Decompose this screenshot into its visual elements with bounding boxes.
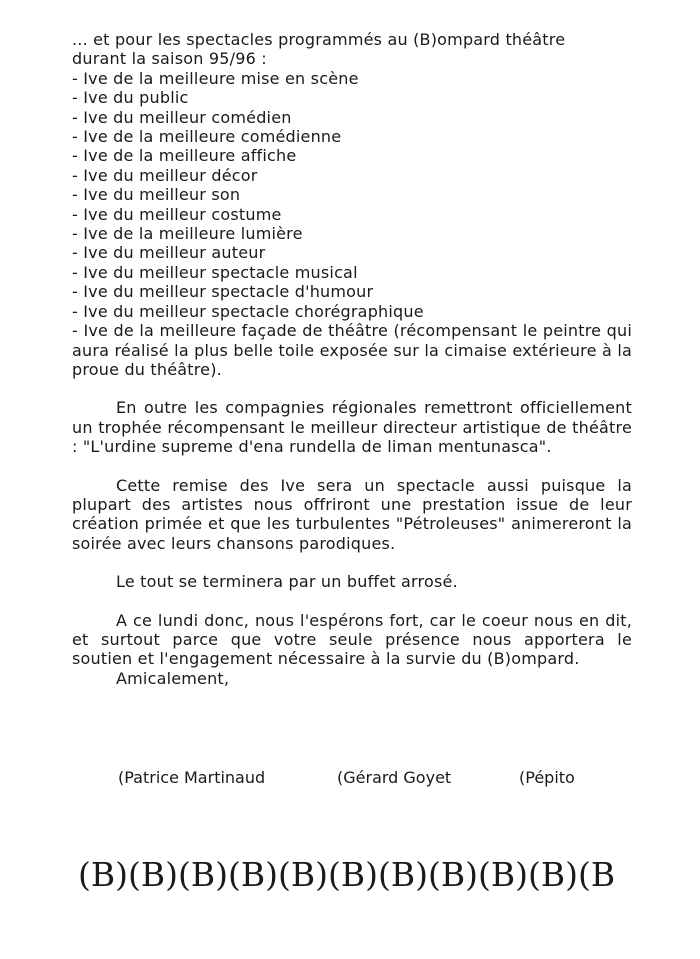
award-item: - Ive du public <box>72 88 189 108</box>
bompard-logo-band: (B)(B)(B)(B)(B)(B)(B)(B)(B)(B)(B <box>78 855 616 894</box>
buffet-paragraph: Le tout se terminera par un buffet arrosé. <box>116 572 458 592</box>
ceremony-paragraph: Cette remise des Ive sera un spectacle aussi puisque la plupart des artistes nous offriront une prestation issue de leur création primée et que les turbulentes "Pétroleuses" animereront la soirée avec leurs chansons parodiques. <box>72 475 632 553</box>
award-item: - Ive du meilleur auteur <box>72 243 266 263</box>
award-item: - Ive de la meilleure mise en scène <box>72 68 359 88</box>
intro-line-1: ... et pour les spectacles programmés au (B)ompard théâtre <box>72 30 566 49</box>
closing-paragraph: A ce lundi donc, nous l'espérons fort, car le coeur nous en dit, et surtout parce que votre seule présence nous apportera le soutien et l'engagement nécessaire à la survie du (B)ompard. <box>72 610 632 669</box>
letter-body <box>72 30 632 688</box>
signature-gerard: (Gérard Goyet <box>337 768 452 787</box>
award-item: - Ive du meilleur spectacle chorégraphique <box>72 301 424 321</box>
signature-patrice: (Patrice Martinaud <box>118 768 266 787</box>
signoff: Amicalement, <box>116 668 230 688</box>
award-item: - Ive du meilleur spectacle d'humour <box>72 282 374 302</box>
signature-pepito: (Pépito <box>519 768 575 787</box>
trophy-paragraph: En outre les compagnies régionales remettront officiellement un trophée récompensant le meilleur directeur artistique de théâtre : "L'urdine supreme d'ena rundella de liman mentunasca". <box>72 398 632 457</box>
award-item: - Ive de la meilleure comédienne <box>72 127 342 147</box>
award-item: - Ive du meilleur comédien <box>72 107 292 127</box>
signature-row <box>118 768 598 790</box>
award-item: - Ive de la meilleure lumière <box>72 224 303 244</box>
award-item: - Ive du meilleur costume <box>72 204 282 224</box>
award-item: - Ive de la meilleure affiche <box>72 146 297 166</box>
intro-line-2: durant la saison 95/96 : <box>72 49 267 69</box>
award-item: - Ive du meilleur spectacle musical <box>72 262 358 282</box>
award-item: - Ive du meilleur décor <box>72 165 258 185</box>
award-list <box>72 69 632 380</box>
award-item: - Ive du meilleur son <box>72 185 241 205</box>
award-item-facade: - Ive de la meilleure façade de théâtre (récompensant le peintre qui aura réalisé la plus belle toile exposée sur la cimaise extérieure à la proue du théâtre). <box>72 321 632 379</box>
